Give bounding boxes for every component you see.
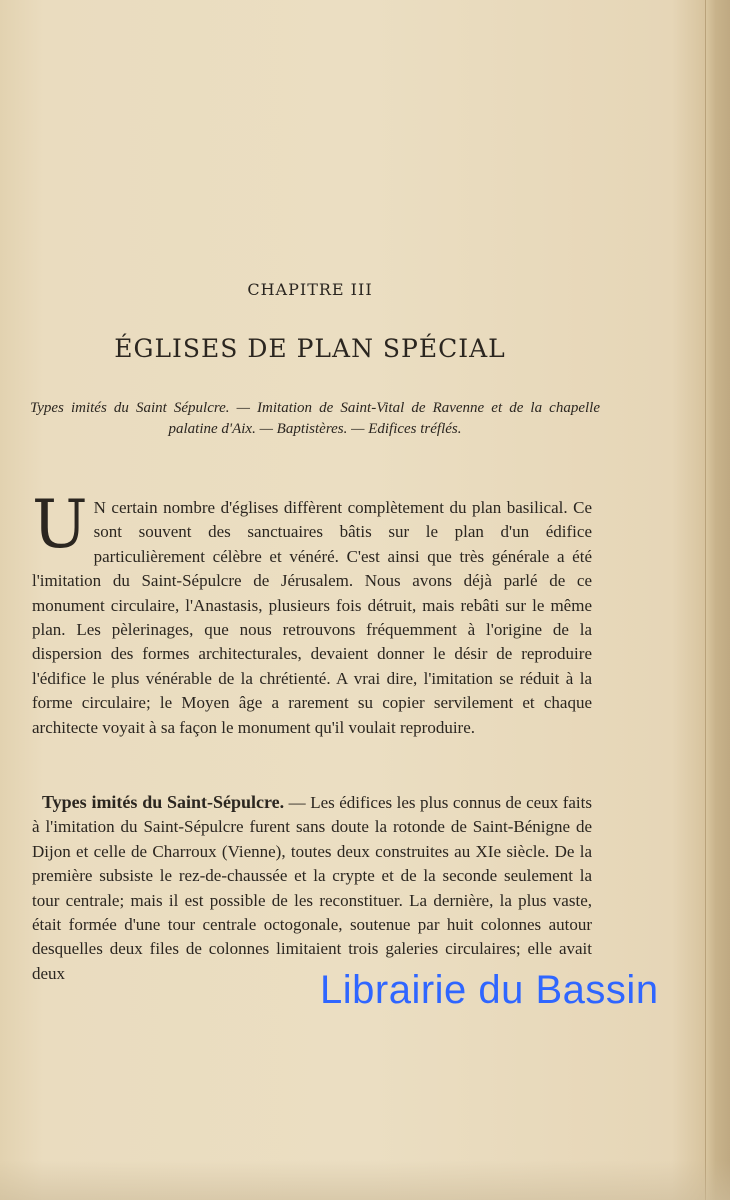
page-edge <box>705 0 730 1200</box>
paragraph-2 <box>32 790 592 986</box>
watermark: Librairie du Bassin <box>320 968 659 1012</box>
paragraph-2-text: — Les édifices les plus connus de ceux faits à l'imitation du Saint-Sépulcre furent sans doute la rotonde de Saint-Bénigne de Dijon et celle de Charroux (Vienne), toutes deux construites au XIe siècle. De la première subsiste le rez-de-chaussée et la crypte et de la seconde seulement la tour centrale; mais il est possible de les reconstituer. La dernière, la plus vaste, était formée d'une tour centrale octogonale, soutenue par huit colonnes autour desquelles deux files de colonnes limitaient trois galeries circulaires; elle avait deux <box>32 793 592 983</box>
chapter-summary: Types imités du Saint Sépulcre. — Imitation de Saint-Vital de Ravenne et de la chapelle palatine d'Aix. — Baptistères. — Edifices tréflés. <box>30 400 600 437</box>
page-shadow <box>0 1160 730 1200</box>
section-heading: Types imités du Saint-Sépulcre. <box>42 792 285 812</box>
paragraph-1 <box>32 486 592 740</box>
chapter-number: CHAPITRE III <box>247 280 373 299</box>
paragraph-1-text: N certain nombre d'églises diffèrent complètement du plan basilical. Ce sont souvent des sanctuaires bâtis sur le plan d'un édifice particulièrement célèbre et vénéré. C'est ainsi que très générale a été l'imitation du Saint-Sépulcre de Jérusalem. Nous avons déjà parlé de ce monument circulaire, l'Anastasis, plusieurs fois détruit, mais rebâti sur le même plan. Les pèlerinages, que nous retrouvons fréquemment à l'origine de la dispersion des formes architecturales, devaient donner le désir de reproduire l'édifice le plus vénérable de la chrétienté. A vrai dire, l'imitation se réduit à la forme circulaire; le Moyen âge a rarement su copier servilement et chaque architecte voyait à sa façon le monument qu'il voulait reproduire. <box>32 498 592 737</box>
chapter-title: ÉGLISES DE PLAN SPÉCIAL <box>114 334 506 363</box>
drop-cap: U <box>32 486 88 563</box>
